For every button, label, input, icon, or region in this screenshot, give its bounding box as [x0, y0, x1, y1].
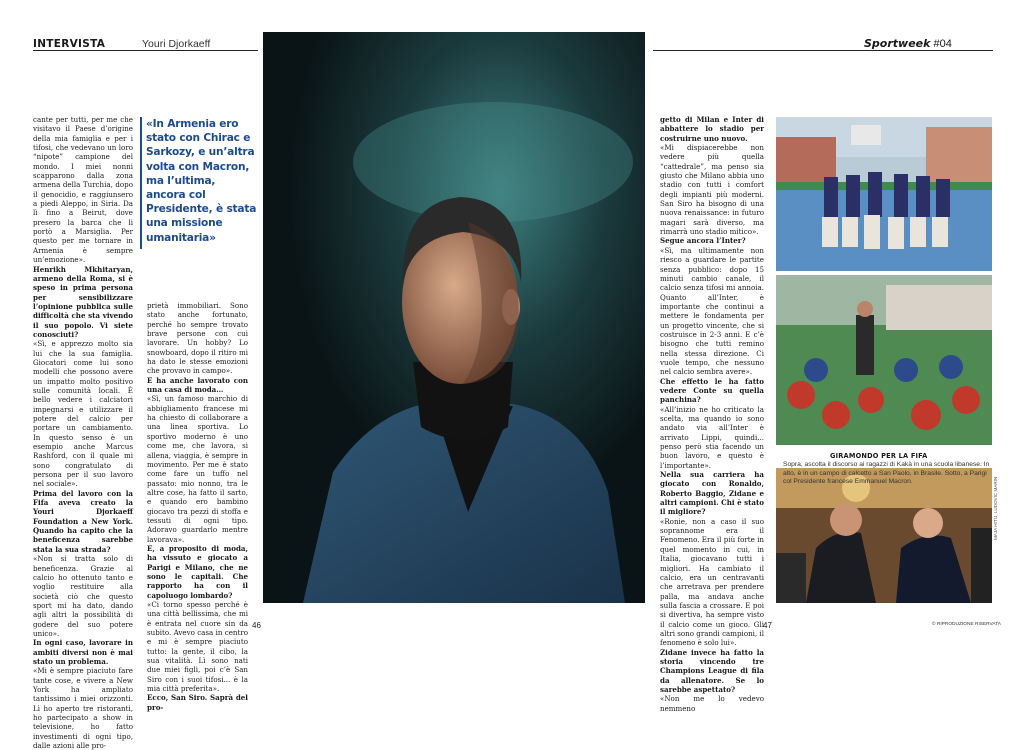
magazine-header — [864, 37, 952, 50]
interview-question: Nella sua carriera ha giocato con Ronaldo, Roberto Baggio, Zidane e altri campioni. Chi è stato il migliore? — [660, 470, 764, 517]
interview-answer: «Ci torno spesso perché è una città bellissima, che mi è entrata nel cuore sin da subito. Avevo casa in centro e mi è sempre piaciuto tutto: la gente, il cibo, la sua vitalità. Lì sono nati due miei figli, poi c’è San Siro con i suoi tifosi... è la mia città preferita». — [147, 600, 248, 694]
interview-question: Che effetto le ha fatto vedere Conte su quella panchina? — [660, 376, 764, 405]
interview-question: In ogni caso, lavorare in ambiti diversi non è mai stato un problema. — [33, 638, 133, 666]
interview-question: Prima del lavoro con la Fifa aveva creato la Youri Djorkaeff Foundation a New York. Quando ha capito che la beneficenza sarebbe stata la sua strada? — [33, 488, 133, 554]
magazine-name: Sportweek — [864, 37, 931, 50]
photo-credit: MAJA HITIJ, LUDOVIC MARIN — [993, 476, 998, 540]
copyright-notice: © RIPRODUZIONE RISERVATA — [932, 622, 1002, 627]
interview-question: Segue ancora l’Inter? — [660, 236, 746, 246]
caption-title: GIRAMONDO PER LA FIFA — [830, 452, 928, 460]
photo-sao-paulo — [776, 117, 992, 271]
interview-answer: «All’inizio ne ho criticato la scelta, ma quando io sono andato via all’Inter è arrivato Lippi, quindi... penso però stia facendo un buon lavoro, e questo è l’importante». — [660, 404, 764, 470]
interview-question: Ecco, San Siro. Saprà del pro- — [147, 693, 248, 712]
interview-answer: «Sì, ma ultimamente non riesco a guardare le partite senza pubblico: dopo 15 minuti cambio canale, il calcio senza tifosi mi annoia. Quanto all’Inter, è importante che continui a mettere le fondamenta per un progetto vincente, che si costruisce in 2-3 anni. E c’è bisogno che tutti remino nella stessa direzione. Ci vuole tempo, che nessuno nel calcio sembra avere». — [660, 245, 764, 377]
interview-answer: «Sì, un famoso marchio di abbigliamento francese mi ha chiesto di collaborare a una linea sportiva. Lo sportivo moderno è uno come me, che lavora, si allena, viaggia, è sempre in movimento. Per me è stato come fare un tuffo nel passato: mio nonno, tra le altre cose, ha fatto il sarto, e quando ero bambino giocavo tra pezzi di stoffa e tessuti di ogni tipo. Adoravo guardarlo mentre lavorava». — [147, 394, 248, 544]
interview-answer: «Mi è sempre piaciuto fare tante cose, e vivere a New York ha ampliato tantissimo i miei orizzonti. Lì ho aperto tre ristoranti, ho partecipato a show in televisione, ho fatto investimenti di ogni tipo, dalle azioni alle pro- — [33, 666, 133, 750]
photo-paris-macron — [776, 468, 992, 603]
section-label: INTERVISTA — [33, 38, 106, 50]
photo-lebanon-school — [776, 275, 992, 445]
interview-answer: «Non si tratta solo di beneficenza. Grazie al calcio ho ottenuto tanto e voglio restituire alla società ciò che questo sport mi ha dato, dando agli altri la possibilità di godere del suo potere unico». — [33, 554, 133, 638]
interview-answer: «Mi dispiacerebbe non vedere più quella “cattedrale”, ma penso sia giusto che Milano abbia uno stadio con tutti i comfort degli impianti più moderni. San Siro ha bisogno di una nuova renaissance: in futuro magari sarà diverso, ma rimarrà uno stadio mitico». — [660, 143, 764, 237]
article-column-1 — [33, 115, 133, 750]
issue-number: #04 — [933, 38, 952, 50]
interview-question: E ha anche lavorato con una casa di moda… — [147, 375, 248, 395]
article-column-3 — [660, 115, 764, 713]
interview-question: Henrikh Mkhitaryan, armeno della Roma, si è speso in prima persona per sensibilizzare l’opinione pubblica sulle difficoltà che sta vivendo il suo popolo. Vi siete conosciuti? — [33, 264, 133, 339]
interviewee-name: Youri Djorkaeff — [142, 38, 211, 50]
interview-answer: «Sì, e apprezzo molto sia lui che la sua famiglia. Giocatori come lui sono modelli che possono avere un impatto molto positivo sulle comunità locali. È bello vedere i calciatori impegnarsi e utilizzare il potere del calcio per portare un cambiamento. In questo senso è un esempio anche Marcus Rashford, con il quale mi sono congratulato di persona per il suo lavoro nel sociale». — [33, 339, 133, 489]
interview-answer: prietà immobiliari. Sono stato anche fortunato, perché ho sempre trovato brave persone con cui lavorare. Un hobby? Lo snowboard, dopo il ritiro mi ha dato le stesse emozioni che provavo in campo». — [147, 301, 248, 376]
page-number-right: 47 — [763, 621, 772, 630]
interview-question: getto di Milan e Inter di abbattere lo stadio per costruirne uno nuovo. — [660, 115, 764, 143]
interview-answer: «Ronie, non a caso il suo soprannome era il Fenomeno. Era il più forte in quel momento in cui, in Italia, giocavano tutti i migliori. Ha cambiato il calcio, era un centravanti che arretrava per prendere palla, ma andava anche sulla fascia a crossare. E poi si divertiva, ha sempre visto il calcio come un gioco. Gli altri sono grandi campioni, il fenomeno è solo lui». — [660, 516, 764, 648]
pullquote-bar — [140, 117, 142, 249]
portrait-photo — [263, 32, 645, 603]
interview-question: E, a proposito di moda, ha vissuto e giocato a Parigi e Milano, che ne sono le capitali. Che rapporto ha con il capoluogo lombardo? — [147, 543, 248, 600]
pullquote: «In Armenia ero stato con Chirac e Sarkozy, e un’altra volta con Macron, ma l’ultima, ancora col Presidente, è stata una missione umanitaria» — [146, 118, 257, 244]
page-number-left: 46 — [252, 621, 261, 630]
interview-answer: «Non me lo vedevo nemmeno — [660, 694, 764, 713]
interview-answer: cante per tutti, per me che visitavo il Paese d’origine della mia famiglia e per i tifosi, che vedevano un loro “nipote” campione del mondo. I miei nonni scapparono dalla zona armena della Turchia, dopo il genocidio, e raggiunsero a piedi Aleppo, in Siria. Da lì fino a Beirut, dove presero la barca che li portò a Marsiglia. Per questo per me tornare in Armenia è sempre un’emozione». — [33, 115, 133, 265]
article-column-2 — [147, 301, 248, 712]
header-rule-left — [33, 50, 258, 51]
portrait-illustration — [263, 32, 645, 603]
caption-text: Sopra, ascolta il discorso ai ragazzi di Kakà in una scuola libanese. In alto, è in un campo di calcetto a San Paolo, in Brasile. Sotto, a Parigi col Presidente francese Emmanuel Macron. — [783, 461, 990, 486]
header-rule-right — [653, 50, 993, 51]
interview-question: Zidane invece ha fatto la storia vincendo tre Champions League di fila da allenatore. Se lo sarebbe aspettato? — [660, 647, 764, 694]
